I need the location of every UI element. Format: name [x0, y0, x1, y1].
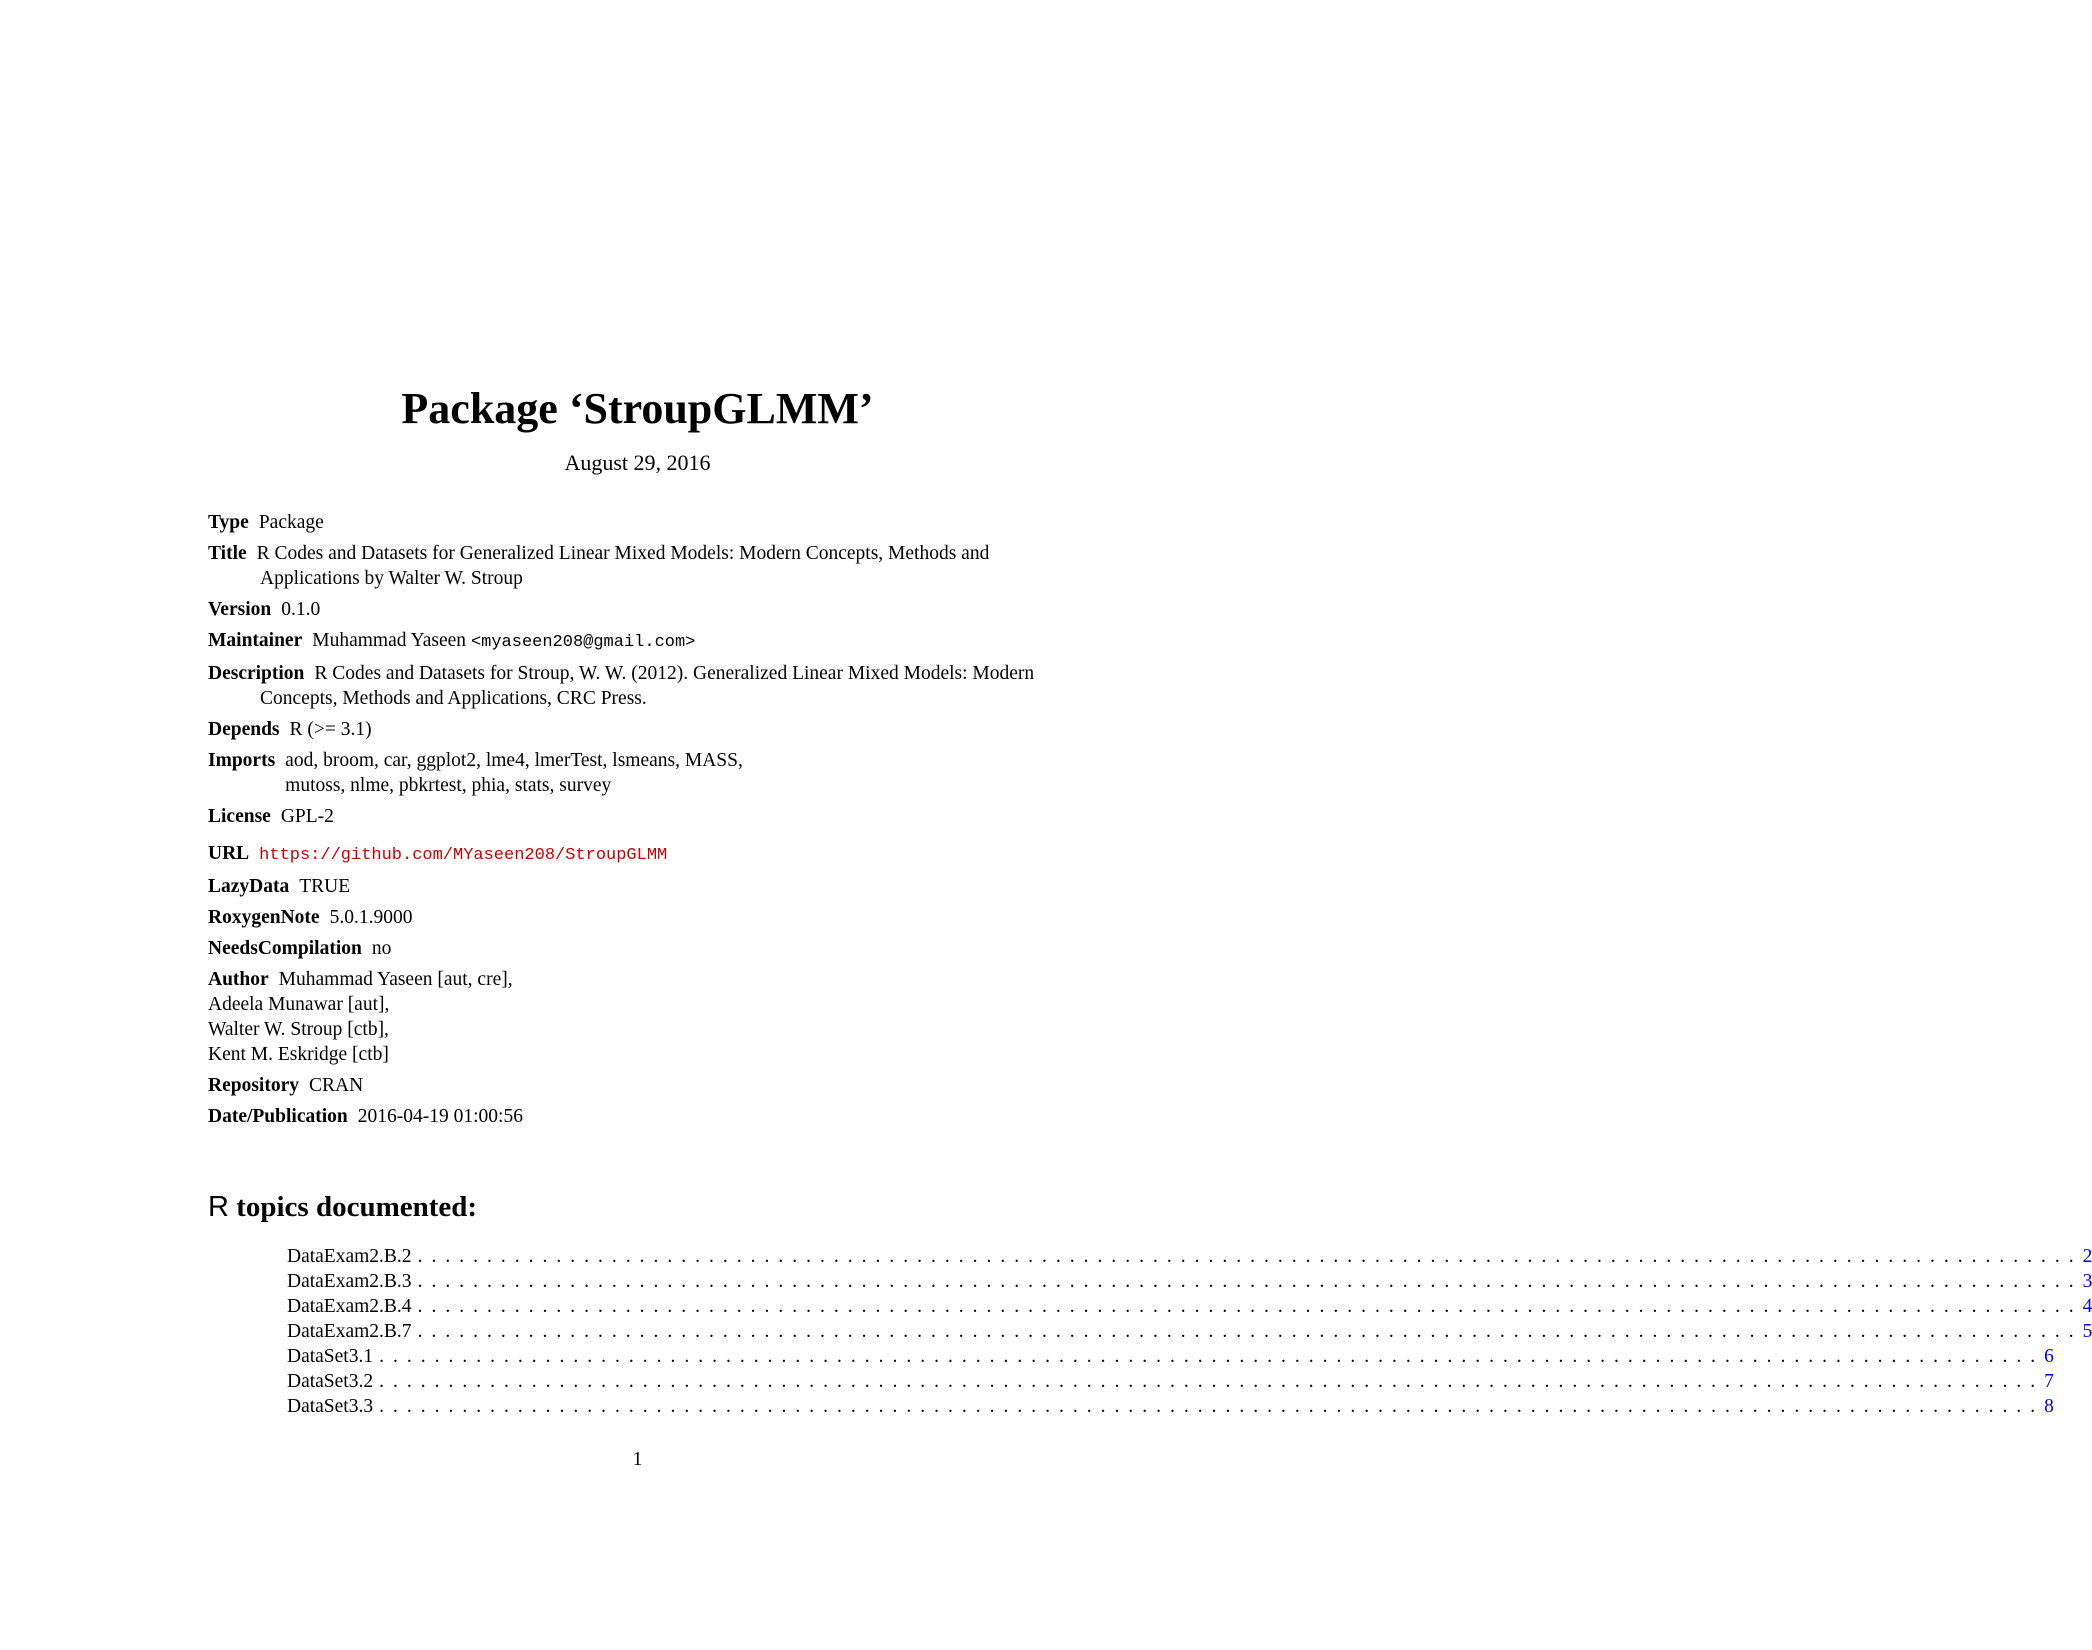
field-value: no [371, 938, 392, 959]
author-line: Kent M. Eskridge [ctb] [208, 1044, 389, 1065]
field-key: Imports [208, 750, 276, 771]
field-value: GPL-2 [280, 806, 334, 827]
field-key: Type [208, 512, 249, 533]
author-line: Walter W. Stroup [ctb], [208, 1019, 389, 1040]
toc-dot-leader: ........................................................................................................................ [379, 1396, 2045, 1417]
toc-row[interactable] [287, 1269, 2092, 1294]
toc-topic-name: DataSet3.1 [287, 1346, 374, 1367]
toc-page-link[interactable]: 4 [2082, 1296, 2092, 1317]
field-key: URL [208, 843, 250, 864]
field-key: Description [208, 663, 305, 684]
field-title [208, 541, 1068, 591]
field-value: R (>= 3.1) [289, 719, 372, 740]
field-key: Depends [208, 719, 280, 740]
toc-dot-leader: ........................................................................................................................ [379, 1346, 2045, 1367]
toc-topic-name: DataSet3.2 [287, 1371, 374, 1392]
field-maintainer [208, 628, 1068, 655]
package-date: August 29, 2016 [564, 450, 711, 475]
field-key: LazyData [208, 876, 290, 897]
toc-page-link[interactable]: 6 [2044, 1346, 2054, 1367]
toc-row[interactable] [287, 1344, 2054, 1369]
field-key: Author [208, 969, 269, 990]
field-version [208, 597, 1068, 622]
toc-row[interactable] [287, 1369, 2054, 1394]
toc-row[interactable] [287, 1394, 2054, 1419]
field-value: 5.0.1.9000 [329, 907, 413, 928]
field-value: aod, broom, car, ggplot2, lme4, lmerTest, lsmeans, MASS, mutoss, nlme, pbkrtest, phia, stats, survey [285, 750, 743, 796]
maintainer-email: <myaseen208@gmail.com> [470, 633, 696, 652]
field-author [208, 967, 1068, 1067]
author-line: Adeela Munawar [aut], [208, 994, 390, 1015]
toc-row[interactable] [287, 1294, 2092, 1319]
toc-dot-leader: ........................................................................................................................ [417, 1296, 2083, 1317]
toc-page-link[interactable]: 5 [2082, 1321, 2092, 1342]
toc-page-link[interactable]: 2 [2082, 1246, 2092, 1267]
page-number: 1 [632, 1449, 643, 1470]
toc-page-link[interactable]: 7 [2044, 1371, 2054, 1392]
url-link[interactable]: https://github.com/MYaseen208/StroupGLMM [259, 846, 668, 865]
field-key: License [208, 806, 271, 827]
toc-topic-name: DataSet3.3 [287, 1396, 374, 1417]
field-key: Title [208, 543, 247, 564]
table-of-contents [287, 1244, 2092, 1419]
field-lazydata [208, 874, 1068, 899]
toc-page-link[interactable]: 3 [2082, 1271, 2092, 1292]
toc-dot-leader: ........................................................................................................................ [417, 1246, 2083, 1267]
toc-dot-leader: ........................................................................................................................ [417, 1321, 2083, 1342]
field-key: Repository [208, 1075, 299, 1096]
toc-heading-text: topics documented: [236, 1191, 478, 1223]
field-key: Date/Publication [208, 1106, 348, 1127]
toc-topic-name: DataExam2.B.3 [287, 1271, 412, 1292]
field-type [208, 510, 1068, 535]
toc-row[interactable] [287, 1244, 2092, 1269]
field-value: CRAN [309, 1075, 364, 1096]
field-roxygennote [208, 905, 1068, 930]
page-title: Package ‘StroupGLMM’ [401, 384, 874, 433]
author-line: Muhammad Yaseen [aut, cre], [278, 969, 513, 990]
toc-page-link[interactable]: 8 [2044, 1396, 2054, 1417]
field-url [208, 841, 1068, 868]
toc-topic-name: DataExam2.B.2 [287, 1246, 412, 1267]
field-key: NeedsCompilation [208, 938, 362, 959]
field-license [208, 804, 1068, 829]
field-key: RoxygenNote [208, 907, 320, 928]
field-value: R Codes and Datasets for Generalized Linear Mixed Models: Modern Concepts, Methods and Applications by Walter W. Stroup [256, 543, 990, 589]
field-value: 2016-04-19 01:00:56 [357, 1106, 523, 1127]
field-description [208, 661, 1068, 711]
field-depends [208, 717, 1068, 742]
toc-topic-name: DataExam2.B.7 [287, 1321, 412, 1342]
field-imports [208, 748, 1068, 798]
field-value: TRUE [299, 876, 351, 897]
toc-dot-leader: ........................................................................................................................ [379, 1371, 2045, 1392]
maintainer-name: Muhammad Yaseen [312, 630, 467, 651]
field-value: Package [258, 512, 324, 533]
field-key: Maintainer [208, 630, 303, 651]
field-value: R Codes and Datasets for Stroup, W. W. (2012). Generalized Linear Mixed Models: Modern Concepts, Methods and Applications, CRC Press. [260, 663, 1035, 709]
r-logo-icon: R [208, 1191, 229, 1223]
field-needscompilation [208, 936, 1068, 961]
field-value: 0.1.0 [281, 599, 321, 620]
toc-heading [208, 1189, 477, 1225]
description-fields [208, 510, 1068, 1135]
toc-dot-leader: ........................................................................................................................ [417, 1271, 2083, 1292]
field-publication [208, 1104, 1068, 1129]
field-key: Version [208, 599, 272, 620]
toc-topic-name: DataExam2.B.4 [287, 1296, 412, 1317]
field-repository [208, 1073, 1068, 1098]
toc-row[interactable] [287, 1319, 2092, 1344]
